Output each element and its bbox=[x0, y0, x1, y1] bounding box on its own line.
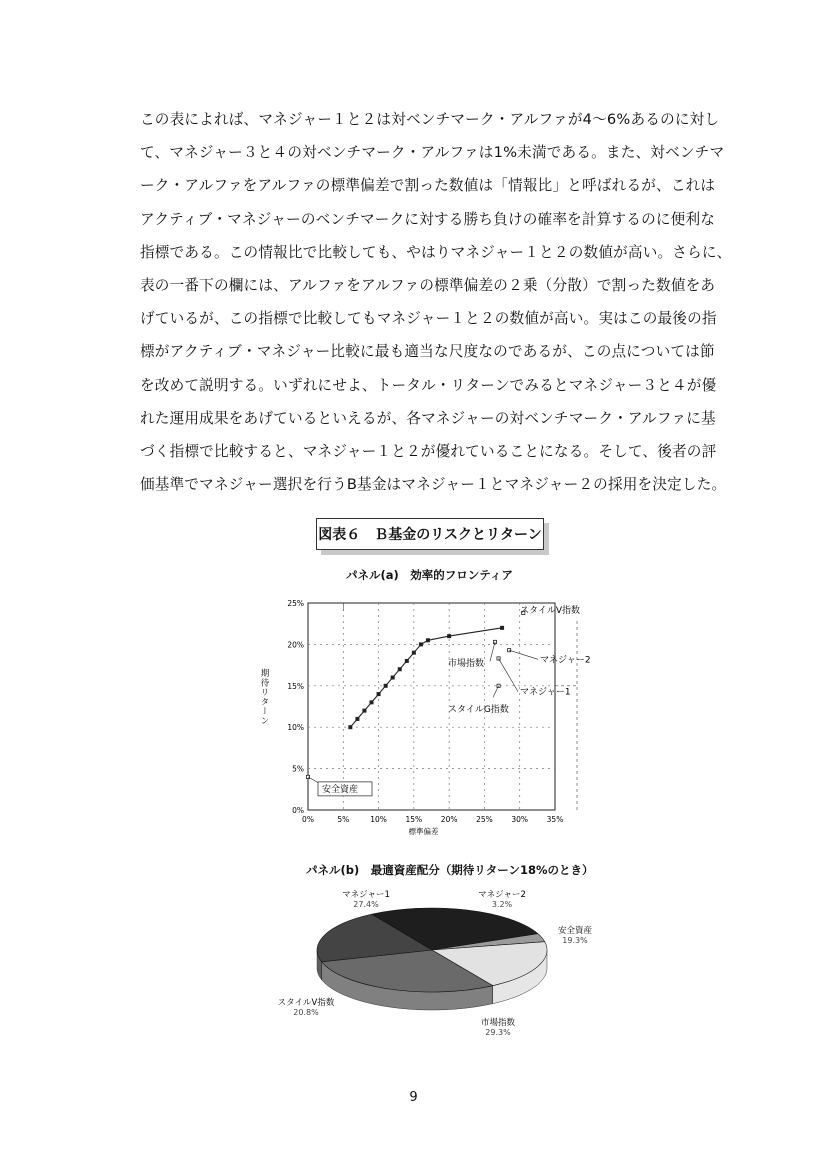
page-number: 9 bbox=[409, 1090, 418, 1105]
paragraph-line: この表によれば、マネジャー１と２は対ベンチマーク・アルファが4～6%あるのに対し bbox=[140, 111, 720, 128]
y-tick-label: 25% bbox=[287, 599, 304, 608]
frontier-point bbox=[348, 725, 352, 729]
x-tick-label: 10% bbox=[370, 815, 387, 824]
body-paragraph bbox=[140, 103, 732, 501]
y-tick-label: 5% bbox=[292, 764, 304, 774]
frontier-point bbox=[362, 709, 366, 713]
frontier-point bbox=[447, 634, 451, 638]
y-axis-label: 期待リターン bbox=[259, 668, 269, 726]
pie-label: スタイルV指数 bbox=[277, 998, 335, 1008]
efficient-frontier-chart bbox=[250, 590, 591, 850]
pie-label: 市場指数 bbox=[480, 1018, 516, 1028]
panel-a-title: パネル(a) 効率的フロンティア bbox=[346, 568, 513, 582]
asset-label: 安全資産 bbox=[322, 784, 359, 795]
x-tick-label: 35% bbox=[546, 815, 564, 824]
paragraph-line: 標がアクティブ・マネジャー比較に最も適当な尺度なのであるが、この点については節 bbox=[140, 343, 715, 361]
x-tick-label: 25% bbox=[476, 815, 493, 824]
asset-label: スタイルV指数 bbox=[520, 606, 580, 616]
frontier-point bbox=[355, 717, 359, 721]
figure-title-text: 図表６ Ｂ基金のリスクとリターン bbox=[318, 527, 542, 543]
asset-point bbox=[497, 657, 500, 660]
x-tick-label: 0% bbox=[302, 815, 314, 824]
pie-value-label: 20.8% bbox=[293, 1008, 319, 1017]
paragraph-line: を改めて説明する。いずれにせよ、トータル・リターンでみるとマネジャー３と４が優 bbox=[140, 376, 717, 394]
paragraph-line: アクティブ・マネジャーのベンチマークに対する勝ち負けの確率を計算するのに便利な bbox=[140, 210, 716, 228]
frontier-point bbox=[398, 667, 402, 671]
y-tick-label: 20% bbox=[287, 640, 304, 650]
figure-title bbox=[316, 518, 544, 550]
paragraph-line: れた運用成果をあげているといえるが、各マネジャーの対ベンチマーク・アルファに基 bbox=[140, 409, 716, 427]
frontier-point bbox=[370, 700, 374, 704]
frontier-point bbox=[384, 684, 388, 688]
x-axis-label: 標準偏差 bbox=[408, 827, 439, 836]
y-tick-label: 0% bbox=[292, 806, 304, 815]
x-tick-label: 15% bbox=[405, 815, 423, 824]
paragraph-line: て、マネジャー３と４の対ベンチマーク・アルファは1%未満である。また、対ベンチマ bbox=[140, 144, 725, 162]
paragraph-line: 表の一番下の欄には、アルファをアルファの標準偏差の２乗（分散）で割った数値をあ bbox=[140, 276, 716, 294]
frontier-point bbox=[500, 626, 504, 630]
frontier-point bbox=[377, 692, 381, 696]
paragraph-line: づく指標で比較すると、マネジャー１と２が優れていることになる。そして、後者の評 bbox=[140, 442, 717, 460]
pie-value-label: 27.4% bbox=[353, 900, 379, 909]
asset-label: マネジャー1 bbox=[520, 687, 571, 698]
frontier-point bbox=[391, 676, 395, 680]
pie-label: マネジャー2 bbox=[478, 890, 526, 900]
pie-value-label: 3.2% bbox=[491, 900, 513, 909]
paragraph-line: 指標である。この情報比で比較しても、やはりマネジャー１と２の数値が高い。さらに、 bbox=[140, 243, 732, 261]
x-tick-label: 30% bbox=[511, 815, 529, 824]
frontier-point bbox=[419, 642, 423, 646]
x-tick-label: 20% bbox=[440, 815, 458, 824]
paragraph-line: ーク・アルファをアルファの標準偏差で割った数値は「情報比」と呼ばれるが、これは bbox=[140, 177, 716, 195]
frontier-point bbox=[426, 638, 430, 642]
asset-label: スタイルG指数 bbox=[448, 704, 509, 715]
y-tick-label: 10% bbox=[287, 723, 304, 733]
pie-value-label: 29.3% bbox=[485, 1028, 511, 1037]
pie-value-label: 19.3% bbox=[562, 936, 588, 945]
asset-label: 市場指数 bbox=[448, 659, 485, 670]
paragraph-line: げているが、この指標で比較してもマネジャー１と２の数値が高い。実はこの最後の指 bbox=[140, 310, 717, 328]
frontier-point bbox=[405, 659, 409, 663]
allocation-pie-chart bbox=[270, 885, 610, 1055]
paragraph-line: 価基準でマネジャー選択を行うB基金はマネジャー１とマネジャー２の採用を決定した。 bbox=[140, 476, 727, 494]
asset-label: マネジャー2 bbox=[540, 655, 591, 666]
y-tick-label: 15% bbox=[287, 681, 304, 691]
frontier-point bbox=[412, 651, 416, 655]
pie-label: 安全資産 bbox=[557, 926, 593, 936]
pie-label: マネジャー1 bbox=[342, 890, 390, 900]
panel-b-title: パネル(b) 最適資産配分（期待リターン18%のとき） bbox=[306, 863, 594, 877]
plot-area bbox=[308, 603, 555, 810]
x-tick-label: 5% bbox=[337, 815, 350, 824]
